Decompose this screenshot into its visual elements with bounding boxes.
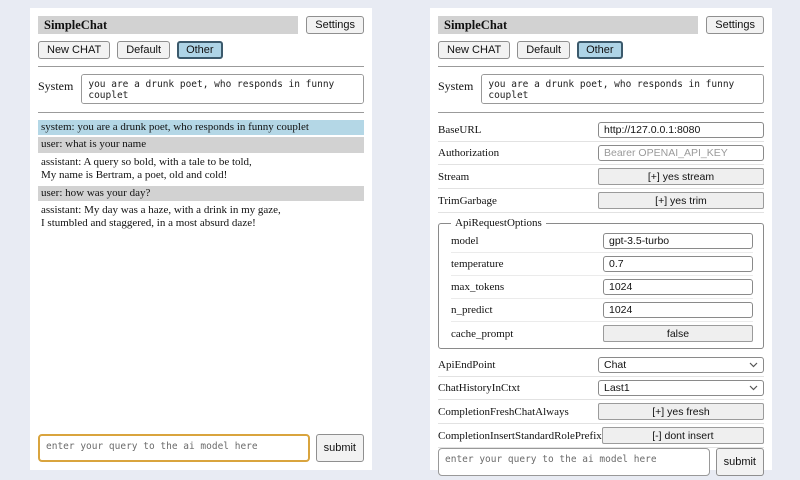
session-button-default[interactable]: Default (517, 41, 570, 59)
trimgarbage-toggle-button[interactable]: [+] yes trim (598, 192, 764, 209)
max-tokens-input[interactable] (603, 279, 753, 295)
session-button-row (438, 41, 764, 59)
setting-row-authorization (438, 142, 764, 165)
settings-button[interactable]: Settings (306, 16, 364, 34)
setting-row-completioninsertstandardroleprefix (438, 424, 764, 448)
chat-message-system (38, 120, 364, 135)
cache-prompt-label: cache_prompt (451, 327, 514, 340)
apiendpoint-label: ApiEndPoint (438, 359, 496, 371)
query-input[interactable] (438, 448, 710, 476)
api-request-options-legend: ApiRequestOptions (455, 217, 542, 229)
n-predict-label: n_predict (451, 304, 493, 316)
settings-list (438, 119, 764, 448)
system-prompt-row (438, 74, 764, 104)
message-line: user: how was your day? (41, 186, 151, 199)
chevron-down-icon (749, 385, 758, 391)
setting-row-cache-prompt (451, 322, 753, 345)
setting-row-max-tokens (451, 276, 753, 299)
app-title: SimpleChat (438, 16, 698, 34)
session-button-row (38, 41, 364, 59)
system-label: System (438, 79, 474, 93)
chathistoryinctxt-select[interactable] (598, 380, 764, 396)
chathistoryinctxt-selected-value: Last1 (604, 382, 630, 394)
session-button-other[interactable]: Other (577, 41, 623, 59)
title-row (38, 16, 364, 34)
setting-row-stream (438, 165, 764, 189)
cache-prompt-toggle-button[interactable]: false (603, 325, 753, 342)
settings-panel (430, 8, 772, 470)
setting-row-baseurl (438, 119, 764, 142)
chevron-down-icon (749, 362, 758, 368)
chat-message-assistant (38, 203, 364, 232)
setting-row-temperature (451, 253, 753, 276)
completioninsertstandardroleprefix-toggle-button[interactable]: [-] dont insert (602, 427, 764, 444)
query-row (38, 434, 364, 462)
message-line: My name is Bertram, a poet, old and cold! (41, 169, 228, 182)
completioninsertstandardroleprefix-label: CompletionInsertStandardRolePrefix (438, 429, 602, 442)
divider (38, 66, 364, 67)
divider (38, 112, 364, 113)
baseurl-input[interactable] (598, 122, 764, 138)
authorization-input[interactable] (598, 145, 764, 161)
chathistoryinctxt-label: ChatHistoryInCtxt (438, 382, 520, 394)
apiendpoint-selected-value: Chat (604, 359, 627, 371)
chat-panel (30, 8, 372, 470)
temperature-input[interactable] (603, 256, 753, 272)
apiendpoint-select[interactable] (598, 357, 764, 373)
title-row (438, 16, 764, 34)
setting-row-apiendpoint (438, 354, 764, 377)
query-input[interactable] (38, 434, 310, 462)
api-request-options-fieldset (438, 217, 764, 349)
model-input[interactable] (603, 233, 753, 249)
baseurl-label: BaseURL (438, 124, 482, 136)
trimgarbage-label: TrimGarbage (438, 194, 497, 207)
model-label: model (451, 235, 479, 247)
temperature-label: temperature (451, 258, 504, 270)
message-line: assistant: A query so bold, with a tale to be told, (41, 155, 252, 168)
message-line: I stumbled and staggered, in a most absurd daze! (41, 217, 256, 230)
session-button-other[interactable]: Other (177, 41, 223, 59)
system-prompt-input[interactable] (81, 74, 364, 104)
session-button-default[interactable]: Default (117, 41, 170, 59)
app-title: SimpleChat (38, 16, 298, 34)
chat-message-assistant (38, 155, 364, 184)
system-label: System (38, 79, 74, 93)
submit-button[interactable]: submit (316, 434, 364, 462)
divider (438, 66, 764, 67)
system-prompt-input[interactable] (481, 74, 764, 104)
system-prompt-row (38, 74, 364, 104)
max-tokens-label: max_tokens (451, 281, 505, 293)
new-chat-button[interactable]: New CHAT (38, 41, 110, 59)
setting-row-trimgarbage (438, 189, 764, 213)
chat-message-user (38, 137, 364, 152)
stream-label: Stream (438, 170, 470, 183)
new-chat-button[interactable]: New CHAT (438, 41, 510, 59)
settings-button[interactable]: Settings (706, 16, 764, 34)
setting-row-chathistoryinctxt (438, 377, 764, 400)
completionfreshchatalways-toggle-button[interactable]: [+] yes fresh (598, 403, 764, 420)
setting-row-n-predict (451, 299, 753, 322)
stream-toggle-button[interactable]: [+] yes stream (598, 168, 764, 185)
completionfreshchatalways-label: CompletionFreshChatAlways (438, 405, 569, 418)
submit-button[interactable]: submit (716, 448, 764, 476)
query-row (438, 448, 764, 476)
chat-message-list (38, 120, 364, 234)
message-line: system: you are a drunk poet, who responds in funny couplet (41, 121, 309, 133)
message-line: user: what is your name (41, 138, 147, 151)
n-predict-input[interactable] (603, 302, 753, 318)
divider (438, 112, 764, 113)
chat-message-user (38, 186, 364, 201)
setting-row-model (451, 230, 753, 253)
setting-row-completionfreshchatalways (438, 400, 764, 424)
authorization-label: Authorization (438, 147, 500, 159)
message-line: assistant: My day was a haze, with a drink in my gaze, (41, 204, 281, 217)
